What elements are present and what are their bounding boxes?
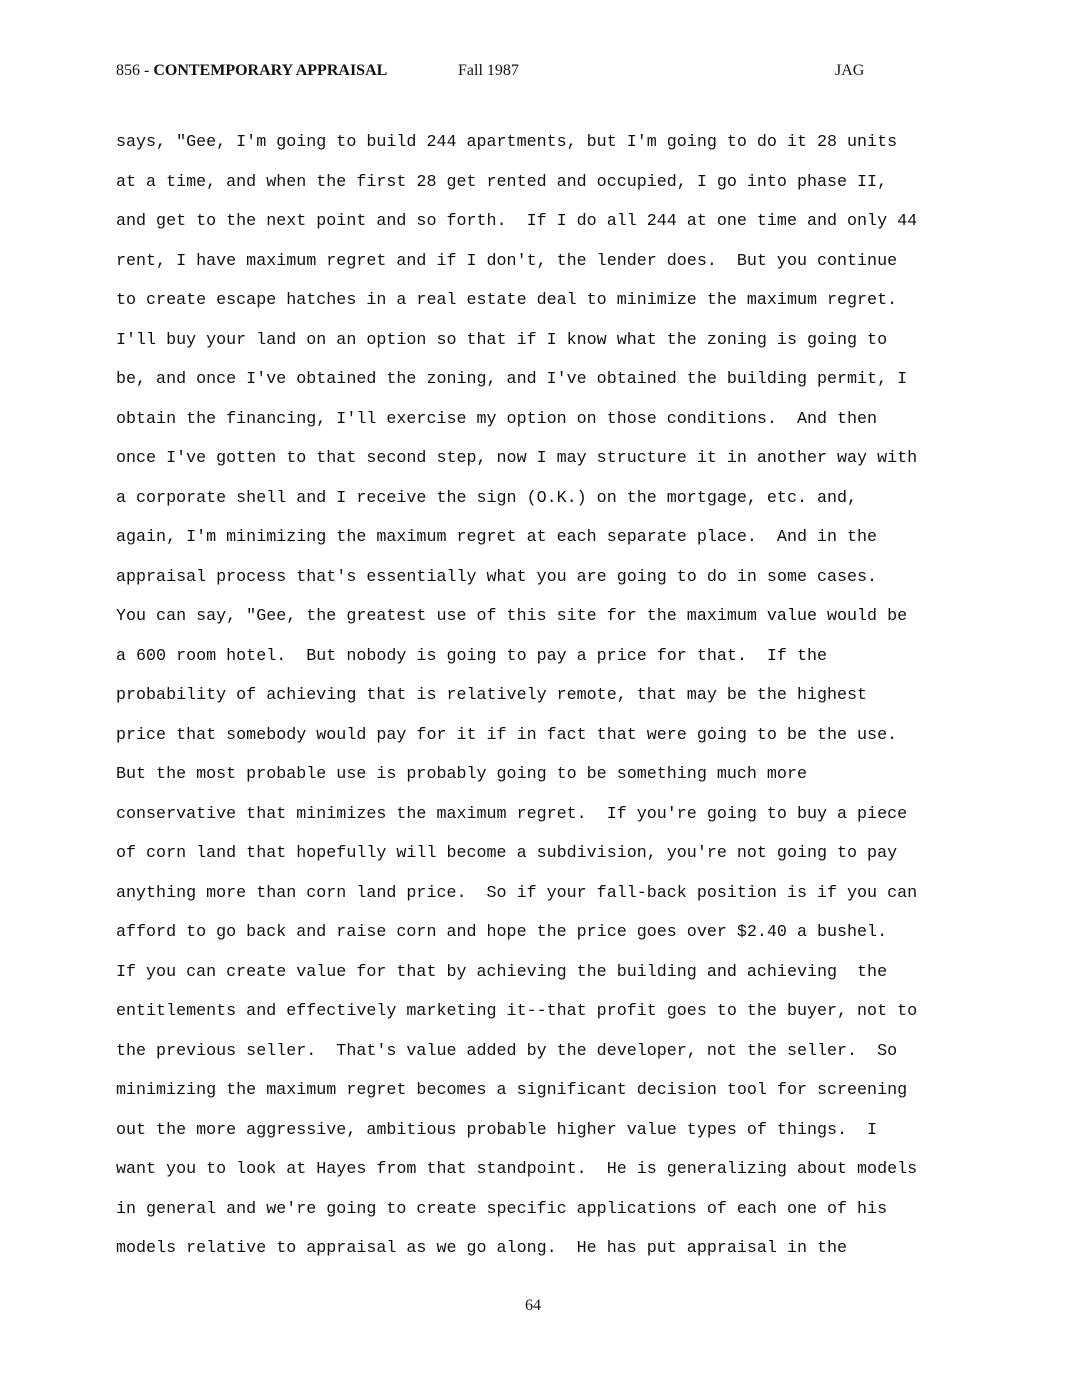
text-line: once I've gotten to that second step, now I may structure it in another way with: [116, 449, 918, 468]
text-line: be, and once I've obtained the zoning, and I've obtained the building permit, I: [116, 370, 908, 389]
text-line: a 600 room hotel. But nobody is going to pay a price for that. If the: [116, 646, 828, 666]
page-header: [116, 62, 956, 86]
text-line: You can say, "Gee, the greatest use of this site for the maximum value would be: [116, 607, 908, 626]
page-number: 64: [525, 1297, 541, 1314]
course-title: CONTEMPORARY APPRAISAL: [153, 62, 388, 79]
text-line: out the more aggressive, ambitious probable higher value types of things. I: [116, 1120, 878, 1140]
text-line: and get to the next point and so forth. If I do all 244 at one time and only 44: [116, 212, 918, 231]
text-line: rent, I have maximum regret and if I don't, the lender does. But you continue: [116, 251, 898, 271]
text-line: at a time, and when the first 28 get rented and occupied, I go into phase II,: [116, 172, 888, 192]
text-line: conservative that minimizes the maximum regret. If you're going to buy a piece: [116, 804, 908, 824]
text-line: probability of achieving that is relatively remote, that may be the highest: [116, 686, 868, 705]
text-line: the previous seller. That's value added by the developer, not the seller. So: [116, 1041, 898, 1061]
course-heading: [116, 62, 387, 80]
text-line: If you can create value for that by achieving the building and achieving the: [116, 962, 888, 982]
text-line: models relative to appraisal as we go along. He has put appraisal in the: [116, 1239, 848, 1258]
text-line: minimizing the maximum regret becomes a significant decision tool for screening: [116, 1081, 908, 1100]
text-line: in general and we're going to create specific applications of each one of his: [116, 1199, 888, 1219]
text-line: But the most probable use is probably going to be something much more: [116, 765, 807, 784]
text-line: want you to look at Hayes from that standpoint. He is generalizing about models: [116, 1160, 918, 1179]
course-number: 856 -: [116, 62, 154, 79]
transcript-body: [116, 123, 976, 1269]
text-line: a corporate shell and I receive the sign (O.K.) on the mortgage, etc. and,: [116, 488, 858, 508]
text-line: appraisal process that's essentially what you are going to do in some cases.: [116, 567, 878, 587]
term-label: Fall 1987: [458, 62, 519, 79]
text-line: anything more than corn land price. So if your fall-back position is if you can: [116, 883, 918, 903]
text-line: obtain the financing, I'll exercise my option on those conditions. And then: [116, 409, 878, 429]
text-line: afford to go back and raise corn and hope the price goes over $2.40 a bushel.: [116, 923, 888, 942]
text-line: of corn land that hopefully will become a subdivision, you're not going to pay: [116, 844, 898, 863]
text-line: entitlements and effectively marketing it--that profit goes to the buyer, not to: [116, 1002, 918, 1021]
author-initials: JAG: [835, 62, 865, 79]
text-line: says, "Gee, I'm going to build 244 apartments, but I'm going to do it 28 units: [116, 133, 898, 152]
text-line: price that somebody would pay for it if in fact that were going to be the use.: [116, 725, 898, 745]
text-line: again, I'm minimizing the maximum regret at each separate place. And in the: [116, 528, 878, 547]
text-line: I'll buy your land on an option so that if I know what the zoning is going to: [116, 330, 888, 350]
text-line: to create escape hatches in a real estate deal to minimize the maximum regret.: [116, 291, 898, 310]
